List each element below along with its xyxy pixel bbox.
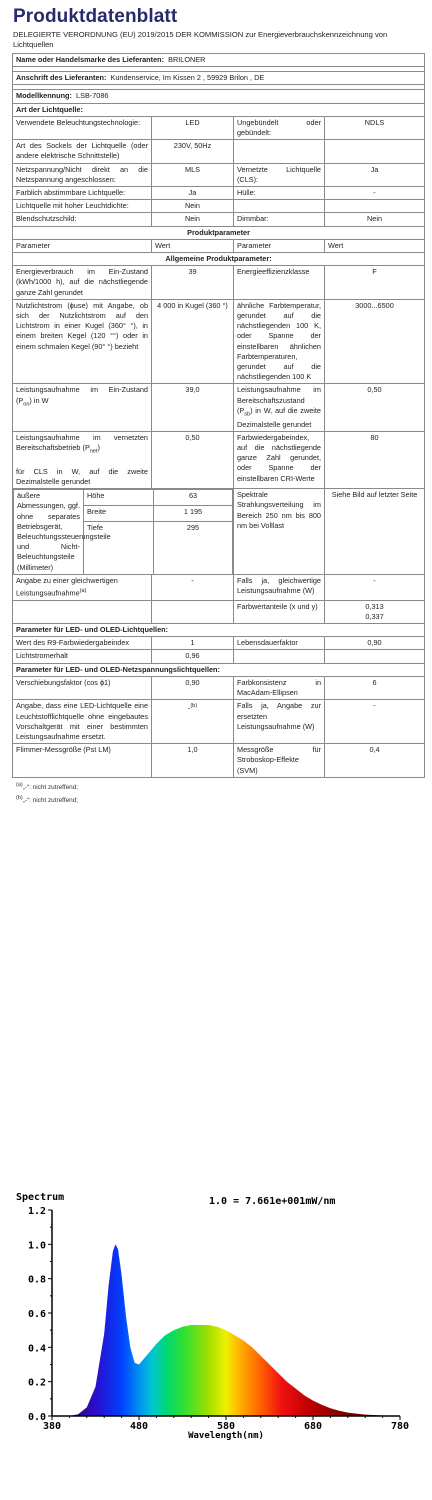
y-tick-label: 0.8 <box>27 1274 46 1286</box>
footnote-a: $^{(a)}$„-“: nicht zutreffend; <box>16 781 79 791</box>
chart-scale-note: 1.0 = 7.661e+001mW/nm <box>209 1196 336 1207</box>
table-row: Verwendete Beleuchtungstechnologie: LED Ungebündelt oder gebündelt: NDLS <box>13 116 425 139</box>
section-heading: Art der Lichtquelle: <box>13 103 425 116</box>
regulation-subtitle: DELEGIERTE VERORDNUNG (EU) 2019/2015 DER KOMMISSION zur Energieverbrauchskennzeichnung von Lichtquellen <box>13 30 388 49</box>
model-id-value: LSB-7086 <box>76 91 109 101</box>
supplier-address-value: Kundenservice, Im Kissen 2 , 59929 Brilon , DE <box>110 73 265 83</box>
x-axis-label: Wavelength(nm) <box>188 1431 264 1441</box>
table-row: Wert des R9-Farbwiedergabeindex 1 Lebensdauerfaktor 0,90 <box>13 637 425 650</box>
plot-area <box>28 1206 409 1432</box>
model-id-row <box>13 90 425 103</box>
column-header-row: Parameter Wert Parameter Wert <box>13 239 425 252</box>
supplier-address-label: Anschrift des Lieferanten: <box>16 73 107 83</box>
table-row: Leistungsaufnahme im Ein-Zustand $(P_{on})$ in W 39,0 Leistungsaufnahme im Bereitschaftszustand $(P_{sb})$ in W, auf die zweite Dezimalstelle gerundet 0,50 <box>13 384 425 431</box>
x-tick-label: 780 <box>390 1421 410 1432</box>
table-row: Leistungsaufnahme im vernetzten Bereitschaftsbetrieb $(P_{net})$ für CLS in W, auf die zweite Dezimalstelle gerundet 0,50 Farbwiedergabeindex, auf die nächstliegende ganze Zahl gerundet, oder Spanne der einstellbaren CRI-Werte 80 <box>13 431 425 488</box>
table-row: Art des Sockels der Lichtquelle (oder andere elektrische Schnittstelle) 230V, 50Hz <box>13 140 425 163</box>
table-row: Flimmer-Messgröße (Pst LM) 1,0 Messgröße für Stroboskop-Effekte (SVM) 0,4 <box>13 744 425 778</box>
table-row: Lichtstromerhalt 0,96 <box>13 650 425 663</box>
table-row: Farblich abstimmbare Lichtquelle: Ja Hülle: - <box>13 187 425 200</box>
y-tick-label: 0.6 <box>27 1309 46 1320</box>
table-row: Lichtquelle mit hoher Leuchtdichte: Nein <box>13 200 425 213</box>
x-tick-label: 680 <box>303 1421 323 1432</box>
product-data-sheet <box>12 6 424 806</box>
table-row: Nutzlichtstrom (ɸuse) mit Angabe, ob sich der Nutzlichtstrom auf den Lichtstrom in einer Kugel (360° °), in einem breiten Kegel (120 °°) oder in einem schmalen Kegel (90° °) bezieht 4 000 in Kugel (360 °) ähnliche Farbtemperatur, gerundet auf die nächstliegenden 100 K, oder Spanne der einstellbaren ähnlichen Farbtemperaturen, gerundet auf die nächstliegenden 100 K 3000...6500 <box>13 299 425 384</box>
section-heading: Allgemeine Produktparameter: <box>13 253 425 266</box>
section-heading: Parameter für LED- und OLED-Netzspannungslichtquellen: <box>13 663 425 676</box>
section-heading: Parameter für LED- und OLED-Lichtquellen: <box>13 624 425 637</box>
table-row: Blendschutzschild: Nein Dimmbar: Nein <box>13 213 425 226</box>
chart-title: Spectrum <box>16 1192 65 1203</box>
spectrum-area <box>52 1244 400 1416</box>
footnote-b: $^{(b)}$„-“: nicht zutreffend; <box>16 794 79 804</box>
y-tick-label: 0.4 <box>27 1343 46 1355</box>
data-sheet-table <box>12 53 425 778</box>
page-title: Produktdatenblatt <box>13 6 178 27</box>
table-row: Farbwertanteile (x und y) 0,313 0,337 <box>13 600 425 623</box>
spectrum-svg <box>14 1188 420 1451</box>
x-tick-label: 380 <box>42 1421 62 1432</box>
supplier-name-row <box>13 54 425 67</box>
dimensions-row: äußere Abmessungen, ggf. ohne separates Betriebsgerät, Beleuchtungssteuerungsteile und Nicht-Beleuchtungsteile (Millimeter) Höhe 63 Breite 1 195 Tiefe 295 Spektrale Strahlungsverteilung im Bereich 250 nm bis 800 nm bei Volllast Siehe Bild auf letzter Seite <box>13 489 425 575</box>
table-row: Energieverbrauch im Ein-Zustand (kWh/1000 h), auf die nächstliegende ganze Zahl gerundet 39 Energieeffizienzklasse F <box>13 266 425 300</box>
table-row: Angabe, dass eine LED-Lichtquelle eine Leuchtstofflichtquelle ohne eingebautes Vorschaltgerät mit einer bestimmten Leistungsaufnahme ersetzt. -$^{(b)}$ Falls ja, Angabe zur ersetzten Leistungsaufnahme (W) - <box>13 700 425 744</box>
y-tick-label: 1.2 <box>27 1206 46 1217</box>
x-tick-label: 480 <box>129 1421 149 1432</box>
table-row: Verschiebungsfaktor (cos ɸ1) 0,90 Farbkonsistenz in MacAdam-Ellipsen 6 <box>13 676 425 699</box>
supplier-address-row <box>13 72 425 85</box>
section-heading: Produktparameter <box>13 226 425 239</box>
model-id-label: Modellkennung: <box>16 91 72 101</box>
x-tick-label: 580 <box>216 1421 236 1432</box>
table-row: Netzspannung/Nicht direkt an die Netzspannung angeschlossen: MLS Vernetzte Lichtquelle (CLS): Ja <box>13 163 425 186</box>
y-tick-label: 0.0 <box>27 1412 46 1423</box>
table-row: Angabe zu einer gleichwertigen Leistungsaufnahme$^{(a)}$ - Falls ja, gleichwertige Leistungsaufnahme (W) - <box>13 574 425 600</box>
y-tick-label: 1.0 <box>27 1240 46 1252</box>
supplier-name-value: BRILONER <box>168 55 206 64</box>
supplier-name-label: Name oder Handelsmarke des Lieferanten: <box>16 55 165 64</box>
y-tick-label: 0.2 <box>27 1377 46 1389</box>
spectrum-chart <box>14 1188 420 1451</box>
